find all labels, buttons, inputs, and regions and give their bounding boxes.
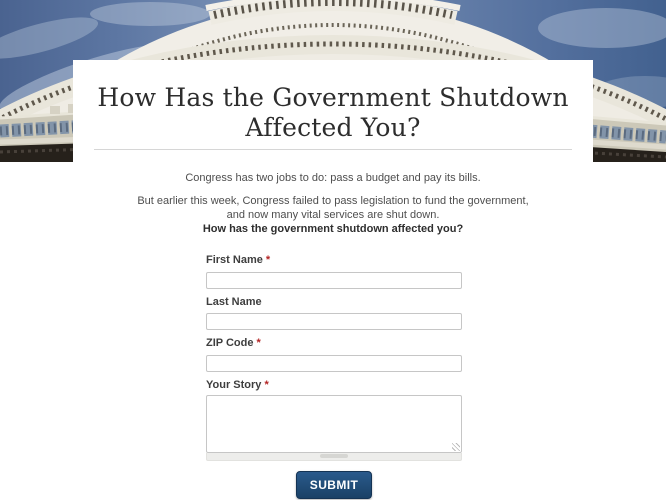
last-name-label: Last Name	[206, 295, 262, 308]
first-name-input[interactable]	[206, 272, 462, 289]
first-name-field	[206, 254, 462, 289]
intro-question: How has the government shutdown affected you?	[202, 223, 464, 235]
last-name-input[interactable]	[206, 313, 462, 330]
your-story-textarea[interactable]	[206, 395, 462, 453]
your-story-label: Your Story *	[206, 378, 269, 391]
textarea-resize-handle-icon[interactable]	[452, 443, 460, 451]
zip-code-field	[206, 337, 462, 372]
content-card	[73, 60, 593, 500]
shutdown-story-form	[206, 254, 462, 499]
page-title-line-1: How Has the Government Shutdown	[97, 83, 569, 112]
first-name-label: First Name *	[206, 254, 271, 266]
frame-resize-bar[interactable]	[206, 453, 462, 461]
your-story-textarea-wrap	[206, 395, 462, 453]
cloud	[90, 2, 210, 26]
intro-paragraph-2-line-2: and now many vital services are shut down.	[226, 209, 440, 221]
submit-button[interactable]: SUBMIT	[296, 471, 372, 499]
intro-paragraph-1: Congress has two jobs to do: pass a budget and pay its bills.	[185, 172, 481, 184]
your-story-field	[206, 379, 462, 461]
intro-paragraph-2-line-1: But earlier this week, Congress failed to pass legislation to fund the government,	[137, 195, 529, 207]
page-title	[94, 83, 572, 143]
required-asterisk: *	[256, 337, 261, 349]
zip-code-input[interactable]	[206, 355, 462, 372]
zip-code-label: ZIP Code *	[206, 337, 261, 349]
intro-paragraph-2	[94, 194, 572, 236]
required-asterisk: *	[264, 378, 269, 391]
required-asterisk: *	[265, 254, 271, 266]
last-name-field	[206, 296, 462, 331]
page-title-line-2: Affected You?	[245, 113, 421, 142]
resize-grip-icon	[320, 454, 348, 458]
title-divider	[94, 149, 572, 150]
